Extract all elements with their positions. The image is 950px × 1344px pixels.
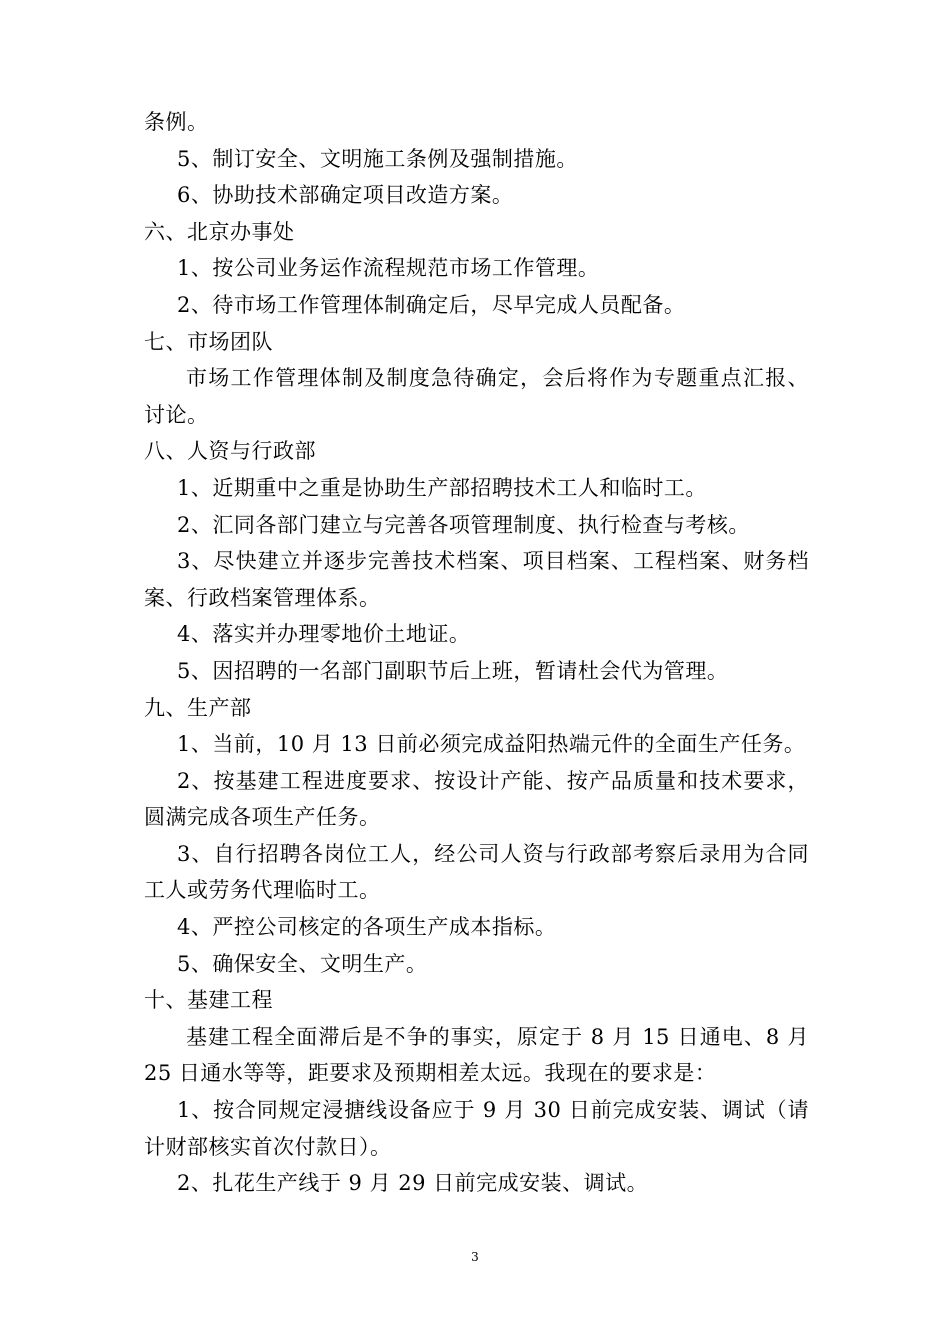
list-item: 2、扎花生产线于 9 月 29 日前完成安装、调试。 <box>177 1171 649 1196</box>
list-item: 5、制订安全、文明施工条例及强制措施。 <box>177 146 578 171</box>
list-item: 2、按基建工程进度要求、按设计产能、按产品质量和技术要求， <box>177 768 809 793</box>
paragraph-line: 25 日通水等等，距要求及预期相差太远。我现在的要求是： <box>144 1061 717 1086</box>
list-item: 2、待市场工作管理体制确定后，尽早完成人员配备。 <box>177 292 686 317</box>
paragraph-line: 讨论。 <box>144 402 209 427</box>
section-heading: 十、基建工程 <box>144 988 273 1013</box>
section-heading: 八、人资与行政部 <box>144 439 316 464</box>
list-item: 3、自行招聘各岗位工人，经公司人资与行政部考察后录用为合同 <box>177 841 809 866</box>
list-item: 2、汇同各部门建立与完善各项管理制度、执行检查与考核。 <box>177 512 750 537</box>
list-item: 3、尽快建立并逐步完善技术档案、项目档案、工程档案、财务档 <box>177 549 809 574</box>
list-item: 1、按合同规定浸搪线设备应于 9 月 30 日前完成安装、调试（请 <box>177 1098 809 1123</box>
list-item: 5、因招聘的一名部门副职节后上班，暂请杜会代为管理。 <box>177 658 729 683</box>
list-item: 1、按公司业务运作流程规范市场工作管理。 <box>177 256 600 281</box>
text-line: 条例。 <box>144 110 209 134</box>
list-item: 5、确保安全、文明生产。 <box>177 951 428 976</box>
list-item: 4、严控公司核定的各项生产成本指标。 <box>177 915 557 940</box>
list-item: 1、当前，10 月 13 日前必须完成益阳热端元件的全面生产任务。 <box>177 732 806 757</box>
list-item: 4、落实并办理零地价土地证。 <box>177 622 471 647</box>
list-item: 1、近期重中之重是协助生产部招聘技术工人和临时工。 <box>177 475 707 500</box>
section-heading: 九、生产部 <box>144 695 252 720</box>
list-item-continuation: 圆满完成各项生产任务。 <box>144 805 381 830</box>
paragraph-line: 基建工程全面滞后是不争的事实，原定于 8 月 15 日通电、8 月 <box>186 1024 809 1049</box>
document-body <box>144 104 809 1202</box>
list-item-continuation: 案、行政档案管理体系。 <box>144 585 381 610</box>
section-heading: 七、市场团队 <box>144 329 273 354</box>
list-item-continuation: 计财部核实首次付款日）。 <box>144 1134 392 1159</box>
page-number: 3 <box>471 1250 479 1264</box>
section-heading: 六、北京办事处 <box>144 219 295 244</box>
paragraph-line: 市场工作管理体制及制度急待确定，会后将作为专题重点汇报、 <box>186 366 809 391</box>
list-item: 6、协助技术部确定项目改造方案。 <box>177 183 514 208</box>
list-item-continuation: 工人或劳务代理临时工。 <box>144 878 381 903</box>
